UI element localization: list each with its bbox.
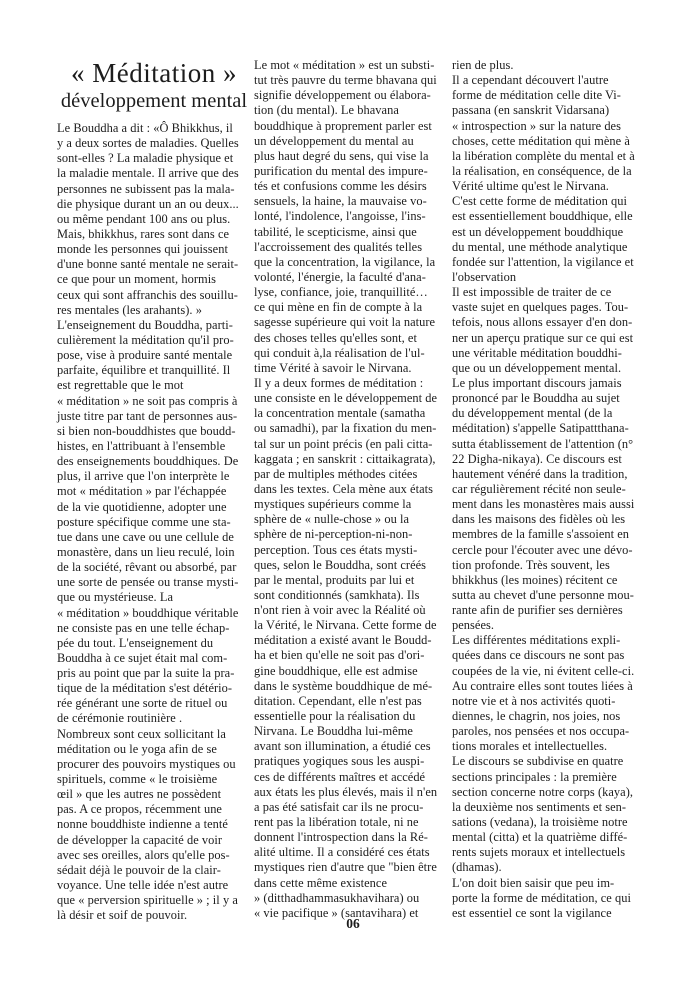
text-line: ditation. Cependant, elle n'est pas (254, 693, 422, 708)
text-line: « introspection » sur la nature des (452, 118, 621, 133)
text-line: Il est impossible de traiter de ce (452, 285, 612, 300)
column-1 (57, 58, 251, 923)
text-line: Les différentes méditations expli- (452, 633, 621, 648)
text-line: procurer des pouvoirs mystiques ou (57, 756, 236, 771)
text-line: mystiques rien d'autre que "bien être (254, 860, 437, 875)
column-1-text (57, 121, 251, 923)
text-line: sutta établissement de l'attention (n° (452, 436, 634, 451)
text-line: pose, vise à produire santé mentale (57, 348, 233, 363)
text-line: que « perversion spirituelle » ; il y a (57, 893, 238, 908)
text-line: que ou un développement mental. (452, 360, 622, 375)
text-line: Il y a deux formes de méditation : (254, 375, 424, 390)
text-line: notre vie et à nos activités quoti- (452, 693, 616, 708)
text-line: histes, en l'attribuant à l'ensemble (57, 438, 226, 453)
text-line: la deuxième nos sentiments et sen- (452, 799, 627, 814)
text-line: rent pas la libération totale, ni ne (254, 815, 419, 830)
text-line: alité ultime. Il a considéré ces états (254, 845, 430, 860)
text-line: « méditation » bouddhique véritable (57, 605, 239, 620)
text-line: ce que pour un moment, hormis (57, 272, 217, 287)
text-line: mental (citta) et la quatrième diffé- (452, 830, 628, 845)
text-line: vaste sujet en quelques pages. Tou- (452, 300, 629, 315)
text-line: car régulièrement récité non seule- (452, 481, 626, 496)
text-line: Le discours se subdivise en quatre (452, 754, 624, 769)
text-line: du mental, une méthode analytique (452, 239, 628, 254)
text-line: res mentales (les arahants). » (57, 302, 202, 317)
text-line: pris au point que par la suite la pra- (57, 666, 235, 681)
text-line: là désir et soif de pouvoir. (57, 908, 188, 923)
text-line: y a deux sortes de maladies. Quelles (57, 136, 239, 151)
text-line: aux états les plus élevés, mais il n'en (254, 784, 438, 799)
text-line: sations (vedana), la troisième notre (452, 815, 628, 830)
text-line: un développement du mental au (254, 133, 414, 148)
text-line: choses, cette méditation qui mène à (452, 133, 630, 148)
text-line: « méditation » ne soit pas compris à (57, 393, 238, 408)
text-line: une véritable méditation bouddhi- (452, 345, 622, 360)
text-line: Le mot « méditation » est un substi- (254, 58, 435, 72)
text-line: est essentiel ce sont la vigilance (452, 905, 612, 920)
text-line: dans le système bouddhique de mé- (254, 678, 433, 693)
text-line: sont-elles ? La maladie physique et (57, 151, 234, 166)
text-line: si bien non-bouddhistes que boudd- (57, 423, 236, 438)
text-line: pensées. (452, 618, 495, 633)
article-title-subtitle: développement mental (60, 90, 248, 112)
article-title (57, 58, 251, 114)
text-line: essentielle pour la réalisation du (254, 709, 416, 724)
text-line: (dhamas). (452, 860, 502, 875)
text-line: porte la forme de méditation, ce qui (452, 890, 631, 905)
text-line: rée générant une sorte de rituel ou (57, 696, 228, 711)
text-line: volonté, l'énergie, la faculté d'ana- (254, 269, 426, 284)
text-line: est essentiellement bouddhique, elle (452, 209, 633, 224)
text-line: Vérité ultime qu'est le Nirvana. (452, 179, 609, 194)
text-line: de la société, rêvant ou absorbé, par (57, 560, 237, 575)
text-line: la réalisation, en conséquence, de la (452, 163, 632, 178)
text-line: ce qui mène en fin de compte à la (254, 300, 423, 315)
text-line: sédait déjà le pouvoir de la clair- (57, 862, 221, 877)
text-line: ques, selon le Bouddha, sont créés (254, 557, 427, 572)
text-line: l'observation (452, 269, 517, 284)
text-line: la maladie mentale. Il arrive que des (57, 166, 239, 181)
text-line: cercle pour l'écouter avec une dévo- (452, 542, 633, 557)
text-line: ment dans les monastères mais aussi (452, 497, 635, 512)
text-line: donnent l'introspection dans la Ré- (254, 830, 428, 845)
text-line: Le Bouddha a dit : «Ô Bhikkhus, il (57, 121, 233, 135)
text-line: juste titre par tant de personnes aus- (57, 408, 238, 423)
text-line: œil » que les autres ne possèdent (57, 787, 222, 802)
text-line: que la concentration, la vigilance, la (254, 254, 436, 269)
text-line: gine bouddhique, elle est admise (254, 663, 418, 678)
text-line: L'on doit bien saisir que peu im- (452, 875, 615, 890)
text-line: d'une bonne santé mentale ne serait- (57, 257, 239, 272)
text-line: sutta au chevet d'une personne mou- (452, 587, 634, 602)
text-line: Mais, bhikkhus, rares sont dans ce (57, 226, 230, 241)
text-line: rents sujets moraux et intellectuels (452, 845, 626, 860)
text-line: Au contraire elles sont toutes liées à (452, 678, 633, 693)
text-line: pas. A ce propos, récemment une (57, 802, 222, 817)
text-line: sphère de « nulle-chose » ou la (254, 512, 410, 527)
text-line: « vie pacifique » (santavihara) et (254, 905, 419, 920)
text-line: paroles, nos pensées et nos occupa- (452, 724, 630, 739)
text-line: ne consiste pas en une telle échap- (57, 620, 230, 635)
text-line: que ou mystérieuse. La (57, 590, 174, 605)
text-line: bhikkhus (les moines) récitent ce (452, 572, 618, 587)
text-line: ou même pendant 100 ans ou plus. (57, 211, 231, 226)
text-line: est regrettable que le mot (57, 378, 184, 393)
text-line: ceux qui sont affranchis des souillu- (57, 287, 238, 302)
text-line: dans cette même existence (254, 875, 388, 890)
text-line: ou samadhi), par la fixation du men- (254, 421, 437, 436)
text-line: sections principales : la première (452, 769, 617, 784)
text-line: monastère, dans un lieu reculé, loin (57, 544, 235, 559)
text-line: dans les textes. Cela mène aux états (254, 481, 433, 496)
text-line: dans les maisons des fidèles où les (452, 512, 626, 527)
text-line: kaggata ; en sanskrit : cittaikagrata), (254, 451, 436, 466)
text-line: ha et bien qu'elle ne soit pas d'ori- (254, 648, 425, 663)
text-line: personnes ne subissent pas la mala- (57, 181, 235, 196)
text-line: l'accroissement des qualités telles (254, 239, 423, 254)
text-line: par le mental, produits par lui et (254, 572, 415, 587)
column-3 (452, 58, 664, 921)
text-line: méditation ou le yoga afin de se (57, 741, 217, 756)
text-line: des enseignements bouddhiques. De (57, 454, 239, 469)
text-line: Nombreux sont ceux sollicitant la (57, 726, 226, 741)
page-number: 06 (346, 916, 360, 931)
text-line: tal sur un point précis (en pali citta- (254, 436, 433, 451)
text-line: plus, il arrive que l'on interprète le (57, 469, 230, 484)
text-line: posture spécifique comme une sta- (57, 514, 231, 529)
text-line: Bouddha à ce sujet était mal com- (57, 650, 228, 665)
article-title-main: « Méditation » (71, 58, 237, 88)
text-line: a pas été satisfait car ils ne procu- (254, 799, 424, 814)
text-line: des choses telles qu'elles sont, et (254, 330, 417, 345)
text-line: rien de plus. (452, 58, 514, 72)
text-line: de la vie quotidienne, adopter une (57, 499, 227, 514)
text-line: la libération complète du mental et à (452, 148, 635, 163)
text-line: pratiques yogiques sous les auspi- (254, 754, 425, 769)
text-line: passana (en sanskrit Vidarsana) (452, 103, 610, 118)
text-line: ces de différents maîtres et accédé (254, 769, 426, 784)
text-line: bouddhique à proprement parler est (254, 118, 432, 133)
text-line: tut très pauvre du terme bhavana qui (254, 73, 437, 88)
text-line: lonté, l'indolence, l'angoisse, l'ins- (254, 209, 426, 224)
text-line: tion (du mental). Le bhavana (254, 103, 399, 118)
text-line: » (ditthadhammasukhavihara) ou (254, 890, 420, 905)
column-3-text (452, 58, 664, 921)
text-line: fondée sur l'attention, la vigilance et (452, 254, 634, 269)
text-line: section concerne notre corps (kaya), (452, 784, 634, 799)
text-line: prononcé par le Bouddha au sujet (452, 391, 620, 406)
text-line: forme de méditation celle dite Vi- (452, 88, 621, 103)
text-line: voyance. Une telle idée n'est autre (57, 878, 229, 893)
text-line: pée du tout. L'enseignement du (57, 635, 214, 650)
text-line: mystiques supérieurs comme la (254, 497, 412, 512)
column-2 (254, 58, 452, 921)
text-line: L'enseignement du Bouddha, parti- (57, 317, 233, 332)
text-line: n'ont rien à voir avec la Réalité où (254, 603, 426, 618)
text-line: sensuels, la haine, la mauvaise vo- (254, 194, 427, 209)
text-line: 22 Digha-nikaya). Ce discours est (452, 451, 622, 466)
text-line: coupées de la vie, ni évitent celle-ci. (452, 663, 635, 678)
text-line: hautement vénéré dans la tradition, (452, 466, 628, 481)
text-line: monde les personnes qui jouissent (57, 242, 228, 257)
text-line: Nirvana. Le Bouddha lui-même (254, 724, 413, 739)
text-line: lyse, confiance, joie, tranquillité… (254, 285, 428, 300)
text-line: membres de la famille s'assoient en (452, 527, 630, 542)
text-line: une sorte de pensée ou transe mysti- (57, 575, 239, 590)
text-line: mot « méditation » par l'échappée (57, 484, 227, 499)
text-line: C'est cette forme de méditation qui (452, 194, 627, 209)
text-line: tefois, nous allons essayer d'en don- (452, 315, 633, 330)
text-line: quées dans ce discours ne sont pas (452, 648, 625, 663)
text-line: culièrement la méditation qu'il pro- (57, 332, 234, 347)
text-line: tue dans une cave ou une cellule de (57, 529, 234, 544)
text-line: méditation) s'appelle Satipattthana- (452, 421, 629, 436)
text-line: plus haut degré du sens, qui vise la (254, 148, 429, 163)
text-line: une consiste en le développement de (254, 391, 438, 406)
text-line: sont conditionnés (samkhata). Ils (254, 587, 420, 602)
text-line: de cérémonie routinière . (57, 711, 183, 726)
text-line: ner un aperçu pratique sur ce qui est (452, 330, 634, 345)
text-line: est un développement bouddhique (452, 224, 624, 239)
text-line: tique de la méditation s'est détério- (57, 681, 233, 696)
text-line: sagesse supérieure qui voit la nature (254, 315, 436, 330)
text-line: spirituels, comme « le troisième (57, 772, 218, 787)
text-line: de développer la capacité de voir (57, 832, 223, 847)
text-line: avec ses oreilles, alors qu'elle pos- (57, 847, 230, 862)
text-line: nonne bouddhiste indienne a tenté (57, 817, 228, 832)
text-line: time Vérité à savoir le Nirvana. (254, 360, 412, 375)
text-line: tions morales et intellectuelles. (452, 739, 608, 754)
text-line: Le plus important discours jamais (452, 375, 622, 390)
text-line: Il a cependant découvert l'autre (452, 73, 609, 88)
text-line: tabilité, le scepticisme, ainsi que (254, 224, 417, 239)
text-line: rante afin de purifier ses dernières (452, 603, 623, 618)
text-line: la Vérité, le Nirvana. Cette forme de (254, 618, 437, 633)
text-line: tion profonde. Très souvent, les (452, 557, 610, 572)
text-line: die physique durant un an ou deux... (57, 196, 239, 211)
text-line: diennes, le chagrin, nos joies, nos (452, 709, 621, 724)
text-line: méditation a existé avant le Boudd- (254, 633, 432, 648)
column-2-text (254, 58, 452, 921)
text-line: sphère de ni-perception-ni-non- (254, 527, 413, 542)
text-line: avant son illumination, a étudié ces (254, 739, 431, 754)
text-line: tés et confusions comme les désirs (254, 179, 427, 194)
text-line: qui conduit à,la réalisation de l'ul- (254, 345, 425, 360)
text-line: par de multiples méthodes citées (254, 466, 418, 481)
text-line: du développement mental (de la (452, 406, 613, 421)
text-line: perception. Tous ces états mysti- (254, 542, 418, 557)
text-line: signifie développement ou élabora- (254, 88, 431, 103)
text-line: parfaite, équilibre et tranquillité. Il (57, 363, 231, 378)
text-line: purification du mental des impure- (254, 163, 428, 178)
text-line: la concentration mentale (samatha (254, 406, 426, 421)
